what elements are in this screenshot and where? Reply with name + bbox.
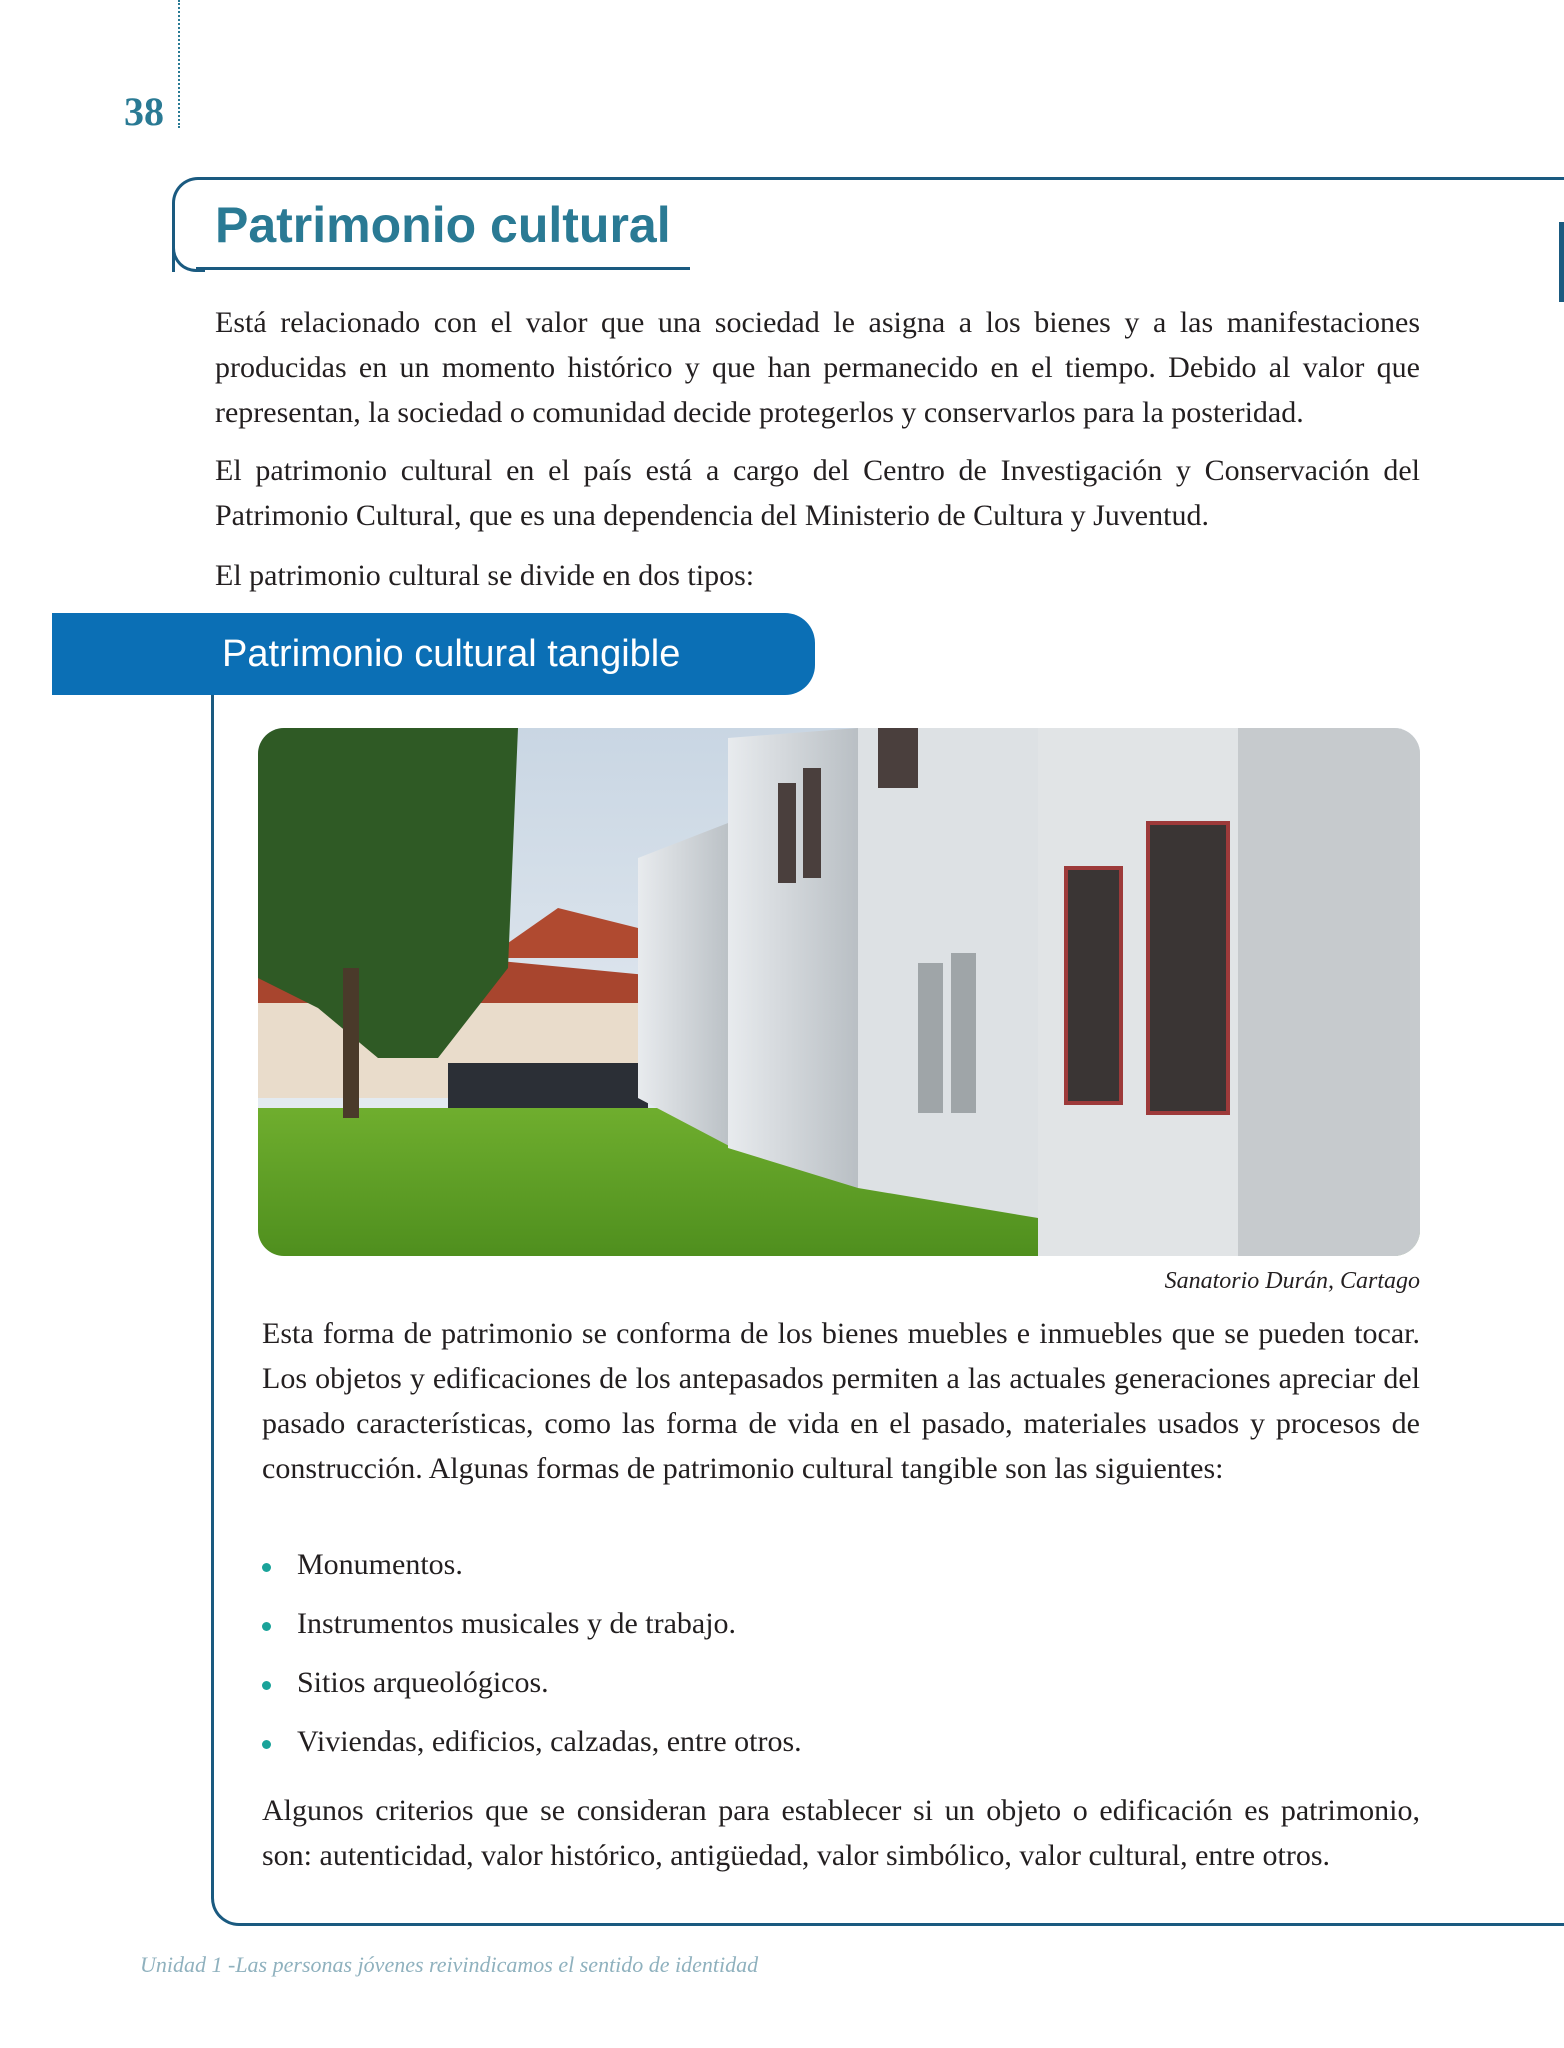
intro-paragraph-3: El patrimonio cultural se divide en dos tipos: bbox=[215, 559, 755, 592]
list-item bbox=[262, 1548, 463, 1582]
intro-paragraph-2: El patrimonio cultural en el país está a cargo del Centro de Investigación y Conservación del Patrimonio Cultural, que es una dependencia del Ministerio de Cultura y Juventud. bbox=[215, 454, 1420, 532]
page-number: 38 bbox=[124, 89, 164, 134]
page-margin-dotted-rule bbox=[178, 0, 180, 128]
list-item-text: Viviendas, edificios, calzadas, entre otros. bbox=[297, 1725, 802, 1758]
sanatorio-photo bbox=[258, 728, 1420, 1256]
title-underline bbox=[196, 267, 690, 270]
intro-paragraph-1: Está relacionado con el valor que una sociedad le asigna a los bienes y a las manifestaciones producidas en un momento histórico y que han permanecido en el tiempo. Debido al valor que representan, la sociedad o comunidad decide protegerlos y conservarlos para la posteridad. bbox=[215, 306, 1420, 429]
bullet-icon bbox=[262, 1563, 271, 1572]
section-frame bbox=[211, 695, 251, 1926]
list-item bbox=[262, 1666, 549, 1700]
edge-marker bbox=[1559, 222, 1564, 302]
running-footer: Unidad 1 -Las personas jóvenes reivindicamos el sentido de identidad bbox=[140, 1952, 759, 1977]
page-title: Patrimonio cultural bbox=[215, 197, 671, 253]
tangible-paragraph: Esta forma de patrimonio se conforma de los bienes muebles e inmuebles que se pueden tocar. Los objetos y edificaciones de los antepasados permiten a las actuales generaciones apreciar del pasado características, como las forma de vida en el pasado, materiales usados y procesos de construcción. Algunas formas de patrimonio cultural tangible son las siguientes: bbox=[262, 1317, 1420, 1485]
list-item-text: Sitios arqueológicos. bbox=[297, 1666, 549, 1699]
list-item bbox=[262, 1725, 802, 1759]
criteria-paragraph: Algunos criterios que se consideran para establecer si un objeto o edificación es patrimonio, son: autenticidad, valor histórico, antigüedad, valor simbólico, valor cultural, entre otros. bbox=[262, 1794, 1420, 1872]
section-frame-bottom bbox=[240, 1923, 1564, 1926]
list-item bbox=[262, 1607, 736, 1641]
list-item-text: Monumentos. bbox=[297, 1548, 463, 1581]
photo-illustration bbox=[258, 728, 1420, 1256]
photo-caption: Sanatorio Durán, Cartago bbox=[1164, 1268, 1420, 1294]
bullet-icon bbox=[262, 1681, 271, 1690]
list-item-text: Instrumentos musicales y de trabajo. bbox=[297, 1607, 737, 1640]
bullet-icon bbox=[262, 1740, 271, 1749]
section-heading: Patrimonio cultural tangible bbox=[222, 633, 681, 675]
bullet-icon bbox=[262, 1622, 271, 1631]
